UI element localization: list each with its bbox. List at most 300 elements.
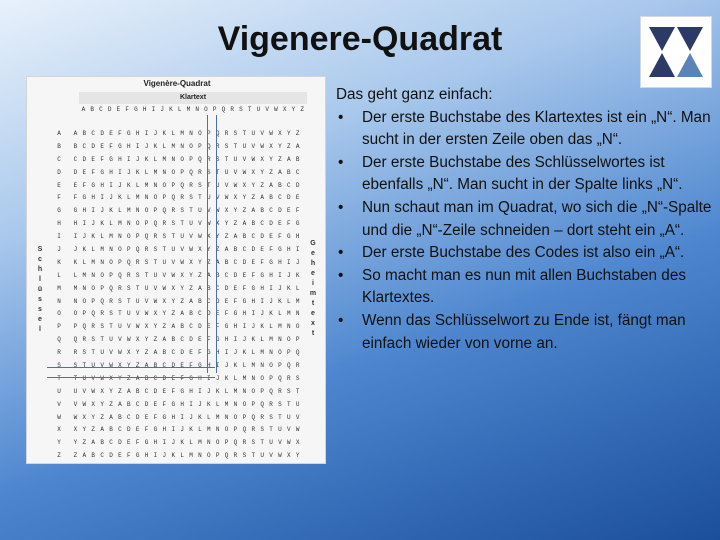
grid-cell: G <box>162 413 167 421</box>
grid-cell: A <box>295 142 300 150</box>
grid-cell: P <box>153 207 158 215</box>
grid-cell: Q <box>233 439 238 447</box>
grid-cell: A <box>189 297 193 305</box>
grid-row <box>47 217 307 230</box>
grid-cell: H <box>207 361 211 369</box>
grid-cell: X <box>251 168 256 176</box>
grid-cell: O <box>162 181 167 189</box>
grid-cell: S <box>171 220 176 228</box>
grid-cell: S <box>91 336 96 344</box>
grid-cell: M <box>171 142 176 150</box>
grid-cell: B <box>109 426 113 434</box>
grid-cell: L <box>100 233 104 241</box>
grid-cell: Q <box>118 271 122 279</box>
grid-cell: E <box>118 452 122 460</box>
grid-cell: Z <box>295 129 300 137</box>
grid-cell: N <box>171 155 176 163</box>
grid-cell: T <box>295 387 300 395</box>
grid-cell: H <box>295 233 300 241</box>
grid-cell: X <box>73 426 78 434</box>
plaintext-letter: I <box>151 106 156 113</box>
grid-cell: O <box>144 207 149 215</box>
grid-cell: Q <box>153 220 158 228</box>
grid-cell: J <box>153 129 158 137</box>
grid-cell: Z <box>162 323 167 331</box>
grid-cell: L <box>278 310 282 318</box>
grid-cell: G <box>260 271 264 279</box>
grid-cell: I <box>109 181 113 189</box>
grid-cell: P <box>82 310 87 318</box>
grid-row <box>47 166 307 179</box>
vigenere-square-figure <box>26 76 326 464</box>
grid-cell: L <box>295 284 300 292</box>
key-letter: B <box>57 142 61 150</box>
grid-cell: V <box>278 439 282 447</box>
grid-cell: M <box>118 220 122 228</box>
grid-cell: U <box>153 271 158 279</box>
grid-cell: G <box>224 323 229 331</box>
grid-cell: F <box>207 336 211 344</box>
grid-cell: Z <box>189 284 193 292</box>
grid-cell: I <box>295 245 300 253</box>
grid-cell: N <box>260 361 264 369</box>
grid-cell: C <box>224 271 229 279</box>
grid-cell: N <box>135 207 140 215</box>
grid-row <box>47 230 307 243</box>
grid-cell: O <box>215 439 220 447</box>
logo <box>640 16 712 88</box>
grid-cell: Y <box>251 181 256 189</box>
grid-cell: H <box>180 400 184 408</box>
grid-cell: H <box>73 220 78 228</box>
grid-cell: R <box>287 374 291 382</box>
grid-cell: E <box>295 194 300 202</box>
grid-cell: F <box>153 413 158 421</box>
grid-cell: I <box>278 271 282 279</box>
grid-cell: J <box>242 336 247 344</box>
grid-cell: T <box>242 129 247 137</box>
grid-cell: B <box>73 142 78 150</box>
plaintext-alphabet-row <box>79 106 307 115</box>
grid-cell: Z <box>233 220 238 228</box>
grid-cell: R <box>153 233 158 241</box>
grid-cell: N <box>251 374 256 382</box>
grid-cell: X <box>109 374 113 382</box>
key-letter: S <box>57 361 61 369</box>
grid-cell: E <box>198 336 202 344</box>
key-letter: Z <box>57 452 61 460</box>
grid-cell: K <box>198 413 202 421</box>
grid-cell: S <box>215 155 220 163</box>
grid-cell: B <box>198 297 202 305</box>
grid-cell: E <box>278 220 282 228</box>
grid-cell: B <box>118 413 122 421</box>
grid-cell: G <box>287 233 291 241</box>
grid-cell: B <box>233 245 238 253</box>
grid-cell: I <box>100 194 104 202</box>
grid-cell: J <box>118 181 122 189</box>
grid-cell: K <box>278 297 282 305</box>
grid-cell: I <box>207 374 211 382</box>
grid-cell: G <box>198 361 202 369</box>
grid-cell: C <box>73 155 78 163</box>
grid-cell: P <box>91 297 96 305</box>
grid-cell: H <box>242 310 247 318</box>
grid-row <box>47 204 307 217</box>
grid-cell: D <box>251 245 256 253</box>
grid-cell: A <box>198 284 202 292</box>
grid-cell: K <box>207 400 211 408</box>
grid-cell: J <box>260 310 264 318</box>
grid-cell: B <box>295 155 300 163</box>
grid-cell: R <box>189 181 193 189</box>
grid-cell: R <box>100 310 104 318</box>
grid-cell: Y <box>82 426 87 434</box>
grid-cell: D <box>278 207 282 215</box>
plaintext-letter: T <box>247 106 252 113</box>
grid-cell: O <box>287 336 291 344</box>
grid-cell: J <box>287 271 291 279</box>
grid-cell: X <box>224 207 229 215</box>
grid-cell: P <box>260 387 264 395</box>
grid-cell: X <box>233 194 238 202</box>
grid-cell: F <box>135 439 140 447</box>
grid-cell: L <box>135 181 140 189</box>
grid-cell: Z <box>224 233 229 241</box>
grid-cell: X <box>144 323 149 331</box>
grid-cell: Y <box>242 194 247 202</box>
key-letter: I <box>57 233 61 241</box>
grid-cell: F <box>171 387 176 395</box>
grid-cell: W <box>278 452 282 460</box>
grid-cell: O <box>295 323 300 331</box>
grid-cell: Q <box>171 194 176 202</box>
grid-cell: Z <box>180 297 184 305</box>
grid-row <box>47 256 307 269</box>
grid-cell: B <box>162 349 167 357</box>
key-label-letter: ü <box>37 286 43 293</box>
grid-cell: W <box>144 310 149 318</box>
grid-cell: L <box>180 452 184 460</box>
grid-cell: G <box>118 142 122 150</box>
bullet-item: • Nun schaut man im Quadrat, wo sich die „N“-Spalte und die „N“-Zeile schneiden – dort steht ein „A“. <box>336 197 716 242</box>
grid-cell: V <box>73 400 78 408</box>
grid-cell: E <box>242 271 247 279</box>
key-letter: W <box>57 413 61 421</box>
grid-cell: B <box>278 181 282 189</box>
grid-cell: D <box>171 361 176 369</box>
grid-cell: J <box>91 220 96 228</box>
grid-cell: Z <box>144 349 149 357</box>
grid-cell: H <box>144 452 149 460</box>
key-letter: G <box>57 207 61 215</box>
grid-cell: X <box>278 129 282 137</box>
grid-cell: I <box>135 142 140 150</box>
grid-cell: V <box>180 245 184 253</box>
grid-cell: R <box>251 426 256 434</box>
grid-cell: C <box>135 400 140 408</box>
grid-cell: D <box>207 310 211 318</box>
grid-cell: W <box>135 323 140 331</box>
grid-cell: T <box>215 168 220 176</box>
grid-cell: P <box>171 181 176 189</box>
plaintext-letter: J <box>160 106 164 113</box>
grid-cell: H <box>109 168 113 176</box>
grid-cell: N <box>126 220 131 228</box>
grid-cell: O <box>100 271 104 279</box>
grid-cell: V <box>224 181 229 189</box>
grid-cell: Z <box>207 258 211 266</box>
grid-cell: U <box>242 142 247 150</box>
grid-cell: S <box>295 374 300 382</box>
grid-cell: F <box>126 452 131 460</box>
grid-cell: S <box>189 194 193 202</box>
grid-cell: H <box>287 245 291 253</box>
grid-cell: S <box>233 129 238 137</box>
grid-cell: V <box>153 284 158 292</box>
grid-row <box>47 191 307 204</box>
grid-cell: T <box>198 194 202 202</box>
grid-cell: K <box>82 245 87 253</box>
grid-cell: Y <box>144 336 149 344</box>
grid-cell: O <box>109 258 113 266</box>
key-letter: T <box>57 374 61 382</box>
grid-cell: R <box>295 361 300 369</box>
key-letter: R <box>57 349 61 357</box>
grid-cell: Z <box>109 400 113 408</box>
grid-cell: R <box>126 271 131 279</box>
bullet-item: • Wenn das Schlüsselwort zu Ende ist, fängt man einfach wieder von vorne an. <box>336 310 716 355</box>
grid-cell: K <box>135 168 140 176</box>
bullet-item: • So macht man es nun mit allen Buchstaben des Klartextes. <box>336 265 716 310</box>
highlight-column <box>207 115 217 373</box>
grid-cell: T <box>180 220 184 228</box>
grid-cell: Y <box>109 387 113 395</box>
grid-cell: D <box>118 439 122 447</box>
grid-cell: V <box>189 233 193 241</box>
grid-cell: C <box>287 181 291 189</box>
grid-cell: W <box>118 349 122 357</box>
grid-cell: I <box>162 439 167 447</box>
grid-cell: Z <box>153 336 158 344</box>
grid-cell: Z <box>242 207 247 215</box>
grid-cell: H <box>260 284 264 292</box>
grid-cell: W <box>180 258 184 266</box>
plaintext-letter: C <box>99 106 103 113</box>
grid-cell: J <box>144 142 149 150</box>
grid-cell: Q <box>198 155 202 163</box>
plaintext-letter: O <box>204 106 208 113</box>
grid-cell: Z <box>251 194 256 202</box>
grid-cell: B <box>100 439 104 447</box>
grid-cell: X <box>260 155 264 163</box>
grid-cell: E <box>144 413 149 421</box>
key-label-letter: c <box>38 256 42 263</box>
grid-cell: S <box>135 271 140 279</box>
grid-cell: Z <box>278 155 282 163</box>
grid-cell: T <box>100 336 104 344</box>
grid-cell: K <box>269 310 273 318</box>
grid-cell: B <box>207 284 211 292</box>
grid-cell: U <box>269 439 273 447</box>
plaintext-letter: A <box>81 106 86 113</box>
grid-cell: P <box>287 349 291 357</box>
grid-cell: C <box>242 245 247 253</box>
grid-cell: V <box>118 336 122 344</box>
grid-cell: U <box>189 220 193 228</box>
grid-cell: B <box>260 207 264 215</box>
grid-cell: D <box>260 233 264 241</box>
grid-cell: R <box>224 129 229 137</box>
grid-cell: Z <box>100 413 104 421</box>
grid-cell: M <box>126 207 131 215</box>
grid-cell: V <box>207 207 211 215</box>
grid-cell: Q <box>144 233 149 241</box>
grid-cell: T <box>109 323 113 331</box>
grid-cell: N <box>198 452 202 460</box>
grid-cell: W <box>171 271 176 279</box>
grid-cell: F <box>180 374 184 382</box>
grid-cell: M <box>180 129 184 137</box>
grid-cell: I <box>251 310 256 318</box>
grid-cell: L <box>109 220 113 228</box>
grid-cell: Y <box>153 323 158 331</box>
grid-cell: O <box>207 452 211 460</box>
grid-cell: R <box>144 245 149 253</box>
grid-cell: U <box>162 258 167 266</box>
grid-cell: Q <box>100 297 104 305</box>
grid-cell: Q <box>287 361 291 369</box>
key-letter: V <box>57 400 61 408</box>
grid-cell: I <box>180 413 184 421</box>
grid-cell: L <box>189 439 193 447</box>
plaintext-letter: N <box>195 106 199 113</box>
grid-cell: F <box>162 400 167 408</box>
grid-cell: A <box>91 439 96 447</box>
grid-cell: O <box>198 129 202 137</box>
bullet-item: • Der erste Buchstabe des Klartextes ist ein „N“. Man sucht in der ersten Zeile oben das „N“. <box>336 107 716 152</box>
grid-cell: P <box>233 426 238 434</box>
grid-cell: V <box>269 452 273 460</box>
grid-cell: X <box>198 245 202 253</box>
grid-cell: F <box>251 271 256 279</box>
grid-cell: K <box>109 207 113 215</box>
grid-cell: Q <box>215 129 220 137</box>
grid-cell: D <box>287 194 291 202</box>
grid-cell: M <box>295 297 300 305</box>
explanation-text <box>336 84 716 355</box>
grid-cell: T <box>118 310 122 318</box>
grid-cell: N <box>189 129 193 137</box>
grid-cell: K <box>242 349 247 357</box>
grid-cell: F <box>82 181 87 189</box>
grid-cell: K <box>180 439 184 447</box>
grid-cell: A <box>278 168 282 176</box>
grid-cell: U <box>73 387 78 395</box>
grid-cell: T <box>171 233 176 241</box>
grid-row <box>47 179 307 192</box>
grid-cell: G <box>91 181 96 189</box>
grid-cell: M <box>251 361 256 369</box>
grid-cell: H <box>224 336 229 344</box>
grid-cell: P <box>224 439 229 447</box>
grid-cell: I <box>73 233 78 241</box>
grid-cell: J <box>82 233 87 241</box>
grid-cell: R <box>215 142 220 150</box>
grid-cell: P <box>207 129 211 137</box>
highlight-row <box>47 367 215 378</box>
grid-cell: P <box>189 155 193 163</box>
grid-cell: Z <box>118 387 122 395</box>
grid-cell: G <box>233 310 238 318</box>
grid-cell: O <box>126 233 131 241</box>
grid-cell: E <box>251 258 256 266</box>
grid-cell: M <box>215 413 220 421</box>
grid-cell: D <box>189 336 193 344</box>
key-label-letter: l <box>39 276 41 283</box>
ciphertext-label <box>308 239 318 339</box>
grid-cell: X <box>162 297 167 305</box>
grid-cell: D <box>242 258 247 266</box>
grid-row <box>47 243 307 256</box>
grid-cell: Q <box>260 400 264 408</box>
grid-cell: X <box>82 413 87 421</box>
grid-cell: E <box>215 310 220 318</box>
plaintext-letter: W <box>274 106 278 113</box>
grid-cell: K <box>233 361 238 369</box>
grid-cell: M <box>153 168 158 176</box>
grid-cell: S <box>180 207 184 215</box>
grid-cell: E <box>207 323 211 331</box>
key-letter: J <box>57 245 61 253</box>
grid-cell: C <box>189 323 193 331</box>
grid-cell: O <box>91 284 96 292</box>
grid-cell: H <box>278 258 282 266</box>
grid-cell: M <box>207 426 211 434</box>
grid-cell: S <box>162 233 167 241</box>
grid-cell: T <box>91 349 96 357</box>
grid-cell: T <box>82 361 87 369</box>
key-letter: N <box>57 297 61 305</box>
grid-cell: G <box>171 400 176 408</box>
grid-cell: J <box>198 400 202 408</box>
grid-cell: Y <box>189 271 193 279</box>
grid-cell: G <box>251 284 256 292</box>
grid-cell: Z <box>126 374 131 382</box>
grid-cell: P <box>215 452 220 460</box>
grid-cell: Y <box>100 400 104 408</box>
grid-cell: Y <box>278 142 282 150</box>
grid-cell: C <box>118 426 122 434</box>
grid-cell: H <box>100 181 104 189</box>
grid-cell: J <box>162 452 167 460</box>
grid-cell: R <box>171 207 176 215</box>
grid-cell: J <box>135 155 140 163</box>
plaintext-letter: M <box>186 106 191 113</box>
grid-cell: Y <box>215 233 220 241</box>
grid-cell: S <box>109 310 113 318</box>
grid-cell: V <box>162 271 167 279</box>
grid-cell: M <box>109 233 113 241</box>
grid-cell: F <box>109 142 113 150</box>
grid-cell: Q <box>109 284 113 292</box>
grid-cell: U <box>109 336 113 344</box>
grid-cell: F <box>198 349 202 357</box>
grid-cell: E <box>269 233 273 241</box>
grid-cell: K <box>189 426 193 434</box>
plaintext-letter: D <box>107 106 112 113</box>
grid-cell: I <box>260 297 264 305</box>
